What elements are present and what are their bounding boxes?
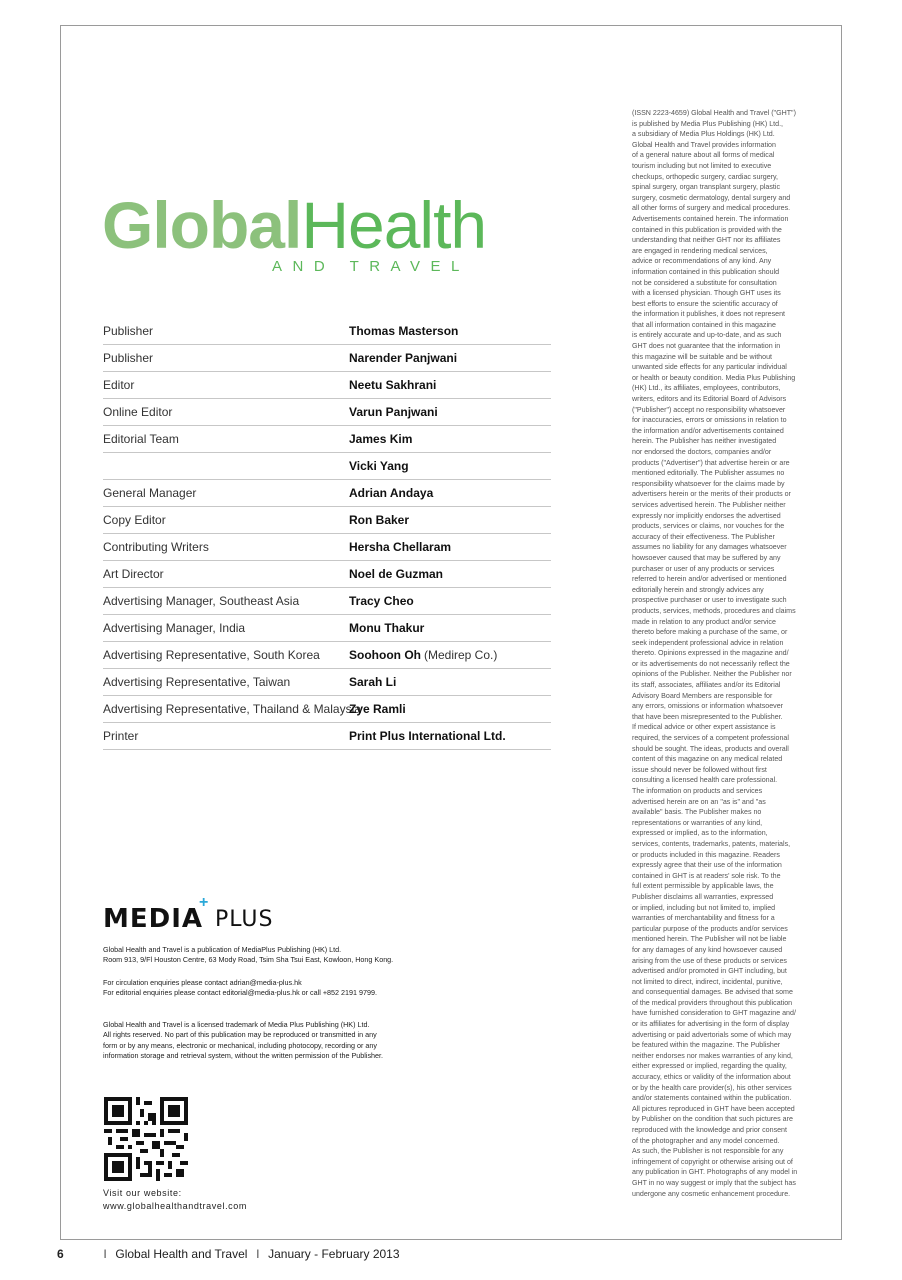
disclaimer-line: best efforts to ensure the scientific accuracy of	[632, 299, 778, 308]
masthead-name: Vicki Yang	[349, 459, 409, 473]
masthead-row	[103, 480, 551, 507]
disclaimer-line: All pictures reproduced in GHT have been accepted	[632, 1104, 795, 1113]
disclaimer-line: surgery, cosmetic dermatology, dental surgery and	[632, 193, 791, 202]
disclaimer-line: that have been misrepresented to the Publisher.	[632, 712, 783, 721]
masthead-row	[103, 534, 551, 561]
disclaimer-line: not be considered a substitute for consultation	[632, 278, 777, 287]
disclaimer-line: issue should never be followed without first	[632, 765, 767, 774]
website-link[interactable]: www.globalhealthandtravel.com	[103, 1201, 247, 1211]
disclaimer-line: available" basis. The Publisher makes no	[632, 808, 762, 817]
masthead-name: Ron Baker	[349, 513, 410, 527]
logo-wordmark: GlobalHealth	[102, 188, 487, 262]
disclaimer-line: As such, the Publisher is not responsible for any	[632, 1147, 784, 1156]
masthead-role: Printer	[103, 729, 139, 743]
masthead-affiliation: (Medirep Co.)	[423, 648, 498, 662]
publication-info: Global Health and Travel is a publication of MediaPlus Publishing (HK) Ltd. Room 913, 9/Fl Houston Centre, 63 Mody Road, Tsim Sha Tsui East, Kowloon, Hong Kong.	[103, 945, 394, 965]
disclaimer-line: any errors, omissions or information whatsoever	[632, 702, 783, 711]
masthead-row	[103, 453, 551, 480]
disclaimer-line: of a general nature about all forms of medical	[632, 151, 775, 160]
disclaimer-line: full extent permissible by applicable laws, the	[632, 882, 774, 891]
disclaimer-line: mentioned editorially. The Publisher assumes no	[632, 469, 785, 478]
masthead-role: Advertising Representative, Taiwan	[103, 675, 291, 689]
disclaimer-line: is entirely accurate and up-to-date, and as such	[632, 331, 782, 340]
disclaimer-line: or health or beauty condition. Media Plus Publishing	[632, 373, 796, 382]
disclaimer-line: required, the services of a competent professional	[632, 734, 789, 743]
disclaimer-line: advice or recommendations of any kind. Any	[632, 257, 772, 266]
disclaimer-line: If medical advice or other expert assistance is	[632, 723, 776, 732]
disclaimer-line: GHT does not guarantee that the information in	[632, 342, 781, 351]
plus-star-icon: +	[199, 894, 209, 911]
masthead-role: General Manager	[103, 486, 197, 500]
masthead-row	[103, 642, 551, 669]
masthead-row	[103, 507, 551, 534]
disclaimer-line: checkups, orthopedic surgery, cardiac surgery,	[632, 172, 779, 181]
disclaimer-line: a subsidiary of Media Plus Holdings (HK) Ltd.	[632, 130, 775, 139]
disclaimer-line: advertisers herein or the merits of their products or	[632, 490, 791, 499]
masthead-role: Advertising Manager, Southeast Asia	[103, 594, 300, 608]
disclaimer-line: Advisory Board Members are responsible for	[632, 691, 773, 700]
disclaimer-line: writers, editors and its Editorial Board of Advisors	[632, 395, 787, 404]
masthead-role: Advertising Representative, South Korea	[103, 648, 320, 662]
disclaimer-line: seek independent professional advice in relation	[632, 638, 784, 647]
page-number: 6	[57, 1247, 64, 1261]
disclaimer-line: services, contents, trademarks, patents, materials,	[632, 839, 791, 848]
disclaimer-line: Global Health and Travel provides information	[632, 140, 776, 149]
disclaimer-line: that all information contained in this magazine	[632, 320, 776, 329]
disclaimer-line: of the photographer and any model concerned.	[632, 1136, 780, 1145]
masthead-row	[103, 723, 551, 750]
disclaimer-line: contained in GHT is at readers' sole risk. To the	[632, 871, 781, 880]
disclaimer-line: nor endorsed the doctors, companies and/or	[632, 448, 772, 456]
page-footer	[57, 1247, 400, 1261]
disclaimer-line: GHT in no way suggest or imply that the subject has	[632, 1178, 796, 1187]
disclaimer-line: services advertised herein. The Publisher neither	[632, 500, 786, 509]
disclaimer-line: accuracy of their effectiveness. The Publisher	[632, 532, 775, 541]
disclaimer-line: editorially herein and strongly advices any	[632, 585, 764, 594]
disclaimer-line: infringement of copyright or otherwise arising out of	[632, 1157, 793, 1166]
masthead-role: Copy Editor	[103, 513, 166, 527]
disclaimer-line: its staff, associates, affiliates and/or its Editorial	[632, 681, 781, 690]
disclaimer-line: or its affiliates for advertising in the form of display	[632, 1020, 790, 1029]
disclaimer-line: undergone any cosmetic enhancement procedure.	[632, 1189, 791, 1198]
masthead-name: Sarah Li	[349, 675, 397, 689]
disclaimer-line: and/or statements contained within the publication.	[632, 1094, 792, 1103]
masthead-name: Zye Ramli	[349, 702, 406, 716]
masthead-role: Advertising Representative, Thailand & Malaysia	[103, 702, 361, 716]
masthead-name: Neetu Sakhrani	[349, 378, 437, 392]
disclaimer-line: all other forms of surgery and medical procedures.	[632, 204, 791, 213]
masthead-name: Narender Panjwani	[349, 351, 458, 365]
masthead-row	[103, 318, 551, 345]
disclaimer-line: spinal surgery, organ transplant surgery, plastic	[632, 183, 780, 192]
masthead-row	[103, 561, 551, 588]
website-info: Visit our website: www.globalhealthandtravel.com	[103, 1188, 247, 1211]
masthead-row	[103, 615, 551, 642]
masthead-row	[103, 372, 551, 399]
logo-subtitle: AND TRAVEL	[272, 258, 470, 275]
disclaimer-line: mentioned herein. The Publisher will not be liable	[632, 935, 787, 944]
disclaimer-line: advertised and/or promoted in GHT including, but	[632, 967, 787, 976]
masthead-name: Soohoon Oh	[349, 648, 421, 662]
masthead-row	[103, 399, 551, 426]
trademark-notice: Global Health and Travel is a licensed trademark of Media Plus Publishing (HK) Ltd. All rights reserved. No part of this publication may be reproduced or transmitted in any form or by any means, electronic or mechanical, including photocopy, recording or any information storage and retrieval system, without the written permission of the Publisher.	[103, 1020, 384, 1061]
enquiries: For circulation enquiries please contact adrian@media-plus.hk For editorial enquiries please contact editorial@media-plus.hk or call +852 2191 9799.	[103, 978, 377, 998]
disclaimer-line: The information on products and services	[632, 787, 763, 795]
qr-code-icon[interactable]	[104, 1097, 188, 1181]
disclaimer-line: any publication in GHT. Photographs of any model in	[632, 1168, 798, 1177]
disclaimer-line: tourism including but not limited to executive	[632, 161, 772, 170]
disclaimer-line: products, services, methods, procedures and claims	[632, 606, 796, 615]
masthead-role: Advertising Manager, India	[103, 621, 246, 635]
masthead-name: Adrian Andaya	[349, 486, 434, 500]
disclaimer-line: or implied, including but not limited to, implied	[632, 903, 776, 912]
disclaimer-line: consulting a licensed health care professional.	[632, 776, 778, 785]
disclaimer-line: or products included in this magazine. Readers	[632, 850, 780, 859]
masthead-list	[103, 318, 551, 750]
disclaimer-line: opinions of the Publisher. Neither the Publisher nor	[632, 670, 792, 679]
disclaimer-line: by Publisher on the condition that such pictures are	[632, 1115, 793, 1124]
disclaimer-line: of the medical providers throughout this publication	[632, 998, 793, 1007]
masthead-name: James Kim	[349, 432, 413, 446]
masthead-name: Print Plus International Ltd.	[349, 729, 506, 743]
disclaimer-line: either expressed or implied, regarding the quality,	[632, 1062, 787, 1071]
masthead-name: Noel de Guzman	[349, 567, 444, 581]
masthead-role: Publisher	[103, 351, 154, 365]
disclaimer-line: expressed or implied, as to the information,	[632, 829, 768, 838]
disclaimer-line: advertised herein are on an "as is" and "as	[632, 797, 766, 806]
disclaimer-line: particular purpose of the products and/or services	[632, 924, 788, 933]
masthead-name: Thomas Masterson	[349, 324, 459, 338]
disclaimer-line: (ISSN 2223-4659) Global Health and Travel ("GHT")	[632, 109, 796, 117]
masthead-row	[103, 669, 551, 696]
disclaimer-line: made in relation to any product and/or service	[632, 617, 776, 626]
disclaimer-line: be featured within the magazine. The Publisher	[632, 1041, 781, 1050]
disclaimer-line: representations or warranties of any kind,	[632, 818, 763, 827]
footer-issue: January - February 2013	[268, 1247, 400, 1261]
disclaimer-line: content of this magazine on any medical related	[632, 755, 783, 764]
footer-magazine-title: Global Health and Travel	[115, 1247, 248, 1261]
disclaimer-line: understanding that neither GHT nor its affiliates	[632, 236, 781, 245]
legal-disclaimer	[632, 108, 822, 1199]
masthead-role: Editor	[103, 378, 135, 392]
disclaimer-line: thereto. Opinions expressed in the magazine and/	[632, 649, 789, 658]
disclaimer-line: products ("Advertiser") that advertise herein or are	[632, 458, 790, 467]
masthead-row	[103, 345, 551, 372]
disclaimer-line: warranties of merchantability and fitness for a	[632, 914, 775, 923]
disclaimer-line: purchaser or user of any products or services	[632, 564, 775, 573]
disclaimer-line: arising from the use of these products or services	[632, 956, 787, 965]
disclaimer-line: for inaccuracies, errors or omissions in relation to	[632, 416, 787, 425]
disclaimer-line: not limited to direct, indirect, incidental, punitive,	[632, 977, 783, 986]
masthead-name: Tracy Cheo	[349, 594, 414, 608]
disclaimer-line: expressly agree that their use of the information	[632, 861, 782, 870]
masthead-name: Varun Panjwani	[349, 405, 438, 419]
disclaimer-line: (HK) Ltd., its affiliates, employees, contributors,	[632, 384, 781, 393]
disclaimer-line: information contained in this publication should	[632, 267, 780, 276]
footer-separator: l	[256, 1247, 260, 1261]
disclaimer-line: should be sought. The ideas, products and overall	[632, 744, 789, 753]
disclaimer-line: reproduced with the knowledge and prior consent	[632, 1126, 787, 1134]
disclaimer-line: unwanted side effects for any particular individual	[632, 363, 787, 372]
disclaimer-line: with a licensed physician. Though GHT uses its	[632, 289, 781, 298]
disclaimer-line: thereto before making a purchase of the same, or	[632, 628, 788, 637]
masthead-role: Publisher	[103, 324, 154, 338]
disclaimer-line: ("Publisher") accept no responsibility whatsoever	[632, 405, 786, 414]
disclaimer-line: are engaged in rendering medical services,	[632, 246, 768, 255]
masthead-name: Monu Thakur	[349, 621, 425, 635]
masthead-role: Contributing Writers	[103, 540, 209, 554]
disclaimer-line: expressly nor implicitly endorses the advertised	[632, 511, 781, 520]
disclaimer-line: this magazine will be suitable and be without	[632, 352, 772, 361]
masthead-row	[103, 588, 551, 615]
disclaimer-line: herein. The Publisher has neither investigated	[632, 437, 777, 446]
disclaimer-line: or by the health care provider(s), his other services	[632, 1083, 792, 1092]
disclaimer-line: or its advertisements do not necessarily reflect the	[632, 659, 790, 668]
disclaimer-line: the information it publishes, it does not represent	[632, 310, 785, 319]
masthead-role: Editorial Team	[103, 432, 179, 446]
masthead-role: Art Director	[103, 567, 164, 581]
disclaimer-line: have furnished consideration to GHT magazine and/	[632, 1009, 796, 1018]
masthead-row	[103, 426, 551, 453]
mediaplus-logo: MEDIA + PLUS	[103, 894, 274, 934]
disclaimer-line: prospective purchaser or user to investigate such	[632, 596, 787, 605]
disclaimer-line: referred to herein and/or advertised or mentioned	[632, 575, 787, 584]
masthead-role: Online Editor	[103, 405, 173, 419]
disclaimer-line: responsibility whatsoever for the claims made by	[632, 479, 785, 488]
disclaimer-line: howsoever caused that may be suffered by any	[632, 553, 781, 562]
disclaimer-line: products, services or claims, nor vouches for the	[632, 522, 785, 531]
footer-separator: l	[103, 1247, 107, 1261]
disclaimer-line: is published by Media Plus Publishing (HK) Ltd.,	[632, 119, 784, 128]
disclaimer-line: contained in this publication is provided with the	[632, 225, 782, 234]
masthead-name: Hersha Chellaram	[349, 540, 452, 554]
global-health-logo	[102, 186, 487, 286]
disclaimer-line: neither endorses nor makes warranties of any kind,	[632, 1051, 793, 1060]
masthead-row	[103, 696, 551, 723]
disclaimer-line: Advertisements contained herein. The information	[632, 214, 789, 223]
disclaimer-line: Publisher disclaims all warranties, expressed	[632, 892, 774, 901]
disclaimer-line: the information and/or advertisements contained	[632, 426, 784, 435]
disclaimer-line: assumes no liability for any damages whatsoever	[632, 543, 787, 552]
disclaimer-line: and consequential damages. Be advised that some	[632, 988, 793, 997]
disclaimer-line: accuracy, ethics or validity of the information about	[632, 1073, 791, 1082]
disclaimer-line: advertising or paid advertorials some of which may	[632, 1030, 792, 1039]
disclaimer-line: for any damages of any kind howsoever caused	[632, 945, 783, 954]
